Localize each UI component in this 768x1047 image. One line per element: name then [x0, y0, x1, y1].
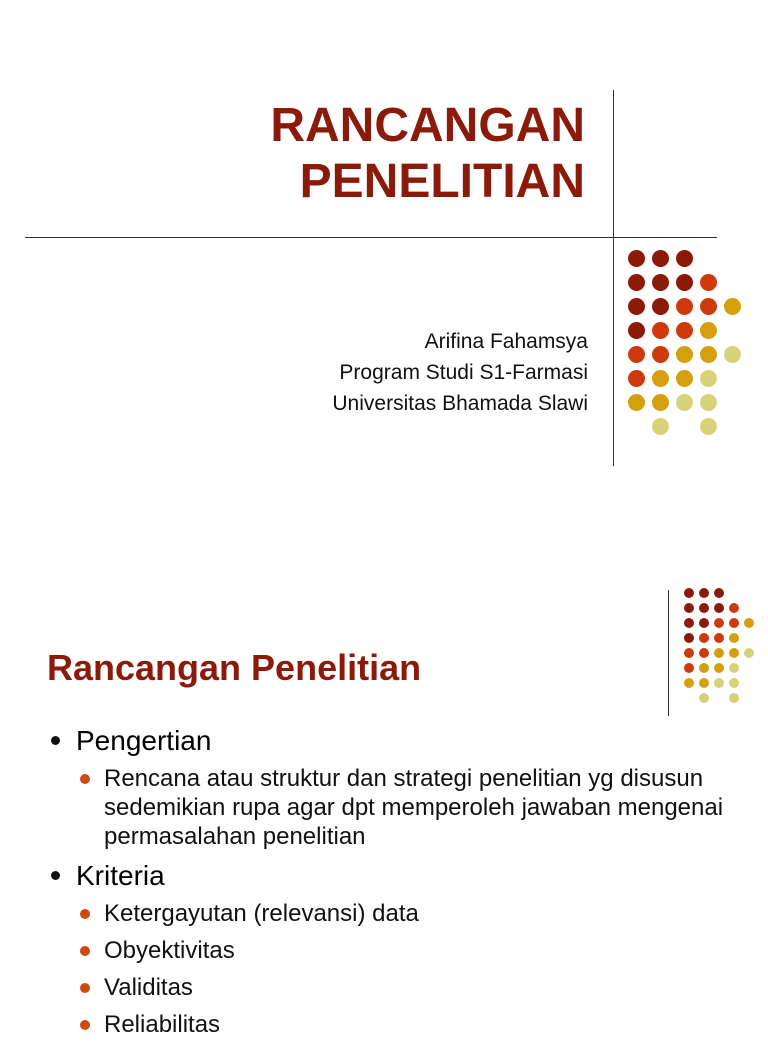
bullet-pengertian: Pengertian	[47, 724, 747, 758]
decorative-dot	[676, 394, 693, 411]
title-line-1: RANCANGAN	[270, 99, 585, 152]
decorative-dot	[714, 603, 724, 613]
vertical-divider	[613, 90, 614, 466]
decorative-dot	[729, 618, 739, 628]
decorative-dot	[729, 648, 739, 658]
decorative-dot	[652, 370, 669, 387]
content-slide	[0, 560, 768, 1038]
decorative-dot	[699, 678, 709, 688]
decorative-dot	[628, 370, 645, 387]
decorative-dot	[724, 298, 741, 315]
sub-bullet: Obyektivitas	[76, 936, 747, 965]
decorative-dot	[684, 678, 694, 688]
decorative-dot	[684, 633, 694, 643]
decorative-dot	[699, 603, 709, 613]
decorative-dot	[628, 274, 645, 291]
decorative-dot	[652, 322, 669, 339]
title-slide	[0, 0, 768, 520]
decorative-dot	[699, 633, 709, 643]
decorative-dot	[714, 648, 724, 658]
decorative-dot	[652, 418, 669, 435]
decorative-dot	[684, 618, 694, 628]
decorative-dot	[700, 274, 717, 291]
decorative-dot	[628, 394, 645, 411]
sub-bullet: Ketergayutan (relevansi) data	[76, 899, 747, 928]
sub-bullet: Rencana atau struktur dan strategi penelitian yg disusun sedemikian rupa agar dpt memperoleh jawaban mengenai permasalahan penelitian	[76, 764, 747, 851]
decorative-dot	[699, 588, 709, 598]
decorative-dot	[628, 346, 645, 363]
decorative-dot	[676, 298, 693, 315]
decorative-dot	[714, 588, 724, 598]
decorative-dot	[744, 618, 754, 628]
decorative-dot	[744, 648, 754, 658]
slide-title	[270, 98, 585, 210]
decorative-dot	[628, 250, 645, 267]
decorative-dot	[652, 346, 669, 363]
decorative-dot	[628, 322, 645, 339]
decorative-dot	[684, 588, 694, 598]
decorative-dot	[724, 346, 741, 363]
bullet-kriteria: Kriteria	[47, 859, 747, 893]
sub-bullet: Validitas	[76, 973, 747, 1002]
decorative-dot	[684, 648, 694, 658]
decorative-dot	[676, 370, 693, 387]
decorative-dot	[700, 370, 717, 387]
decorative-dot	[729, 693, 739, 703]
university-name: Universitas Bhamada Slawi	[332, 392, 588, 415]
decorative-dot	[714, 678, 724, 688]
decorative-dot	[652, 274, 669, 291]
decorative-dot	[729, 633, 739, 643]
decorative-dot	[729, 663, 739, 673]
decorative-dot	[729, 678, 739, 688]
slide-title: Rancangan Penelitian	[47, 647, 422, 688]
decorative-dot	[714, 618, 724, 628]
decorative-dot	[700, 322, 717, 339]
author-name: Arifina Fahamsya	[424, 330, 588, 353]
decorative-dot	[684, 663, 694, 673]
decorative-dot	[684, 603, 694, 613]
decorative-dot	[676, 346, 693, 363]
title-line-2: PENELITIAN	[299, 155, 585, 208]
decorative-dot	[729, 603, 739, 613]
decorative-dot	[699, 618, 709, 628]
decorative-dot	[714, 633, 724, 643]
decorative-dot	[700, 346, 717, 363]
decorative-dot	[700, 298, 717, 315]
decorative-dot	[700, 394, 717, 411]
program-name: Program Studi S1-Farmasi	[339, 361, 588, 384]
vertical-divider	[668, 590, 669, 716]
decorative-dot	[700, 418, 717, 435]
decorative-dot	[652, 394, 669, 411]
decorative-dot	[652, 298, 669, 315]
decorative-dot	[628, 298, 645, 315]
decorative-dot	[699, 648, 709, 658]
decorative-dot	[714, 663, 724, 673]
decorative-dot	[676, 322, 693, 339]
subtitle-block	[332, 326, 588, 419]
decorative-dot	[652, 250, 669, 267]
decorative-dot	[676, 250, 693, 267]
decorative-dot	[699, 663, 709, 673]
sub-bullet: Reliabilitas	[76, 1010, 747, 1039]
decorative-dot	[676, 274, 693, 291]
bullet-list	[47, 724, 747, 1047]
decorative-dot	[699, 693, 709, 703]
